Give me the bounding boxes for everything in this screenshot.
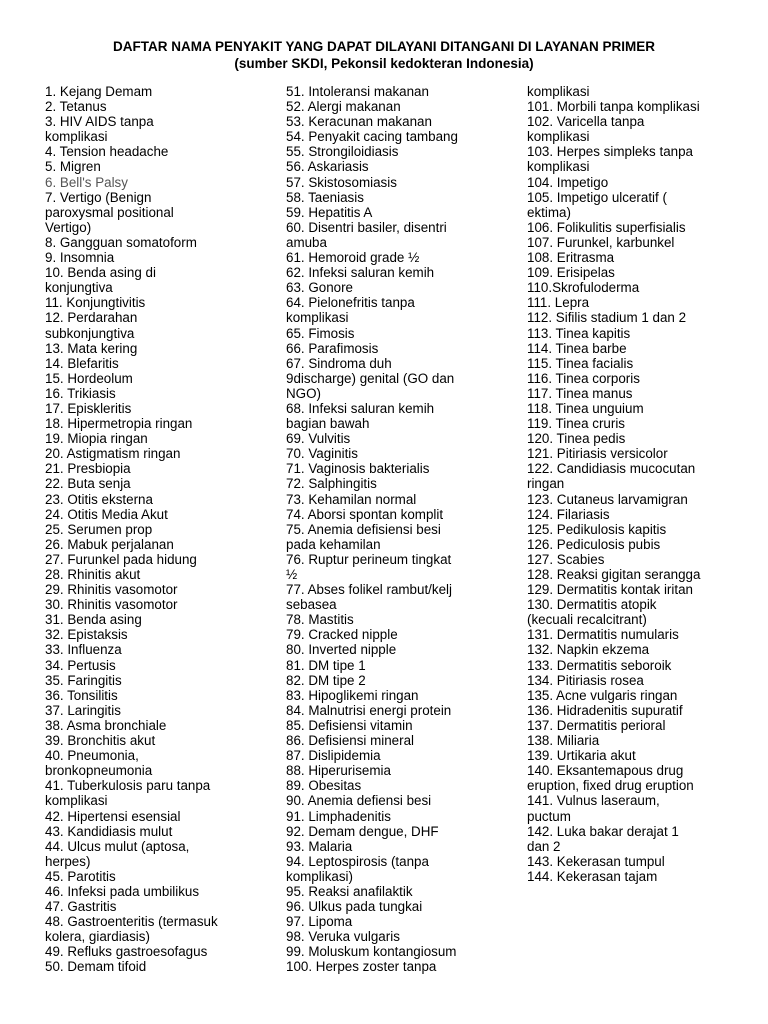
list-line: 106. Folikulitis superfisialis (527, 219, 686, 235)
list-line: 41. Tuberkulosis paru tanpa (45, 778, 211, 794)
list-line: konjungtiva (45, 280, 113, 296)
document-title: DAFTAR NAMA PENYAKIT YANG DAPAT DILAYANI DITANGANI DI LAYANAN PRIMER (112, 39, 656, 54)
list-line: komplikasi (286, 310, 349, 326)
list-line: 65. Fimosis (286, 325, 355, 341)
list-line: 105. Impetigo ulceratif ( (527, 189, 667, 205)
list-line: 5. Migren (45, 159, 101, 175)
document-header (0, 38, 768, 72)
list-line: 128. Reaksi gigitan serangga (527, 567, 701, 582)
list-line: 76. Ruptur perineum tingkat (286, 551, 452, 567)
list-line: 92. Demam dengue, DHF (286, 823, 439, 839)
list-line: 70. Vaginitis (286, 446, 358, 462)
list-line: 118. Tinea unguium (527, 400, 644, 416)
list-line: 110.Skrofuloderma (527, 280, 640, 296)
list-line: 64. Pielonefritis tanpa (286, 295, 415, 311)
list-line: 15. Hordeolum (45, 370, 133, 386)
list-line: 20. Astigmatism ringan (45, 446, 181, 462)
list-line: komplikasi (527, 84, 590, 99)
list-line: 98. Veruka vulgaris (286, 929, 400, 945)
list-line: 45. Parotitis (45, 868, 116, 884)
list-line: paroxysmal positional (45, 204, 174, 220)
list-line: ringan (527, 476, 565, 492)
list-line: 25. Serumen prop (45, 521, 153, 537)
list-line: 12. Perdarahan (45, 310, 138, 326)
list-line: 51. Intoleransi makanan (286, 84, 429, 99)
list-line: 17. Episkleritis (45, 400, 132, 416)
list-line: 72. Salphingitis (286, 476, 377, 492)
list-line: komplikasi) (286, 868, 353, 884)
list-line: 80. Inverted nipple (286, 642, 397, 658)
disease-list-column-2 (286, 84, 458, 975)
list-line: 37. Laringitis (45, 702, 121, 718)
list-line: 52. Alergi makanan (286, 99, 401, 115)
list-line: 63. Gonore (286, 280, 353, 296)
list-line: 58. Taeniasis (286, 189, 364, 205)
list-line: 32. Epistaksis (45, 627, 128, 643)
list-line: 107. Furunkel, karbunkel (527, 234, 675, 250)
list-line: 102. Varicella tanpa (527, 114, 645, 130)
list-line: (kecuali recalcitrant) (527, 612, 647, 628)
disease-list-column-3 (527, 84, 700, 884)
list-line: 103. Herpes simpleks tanpa (527, 144, 693, 160)
list-line: 119. Tinea cruris (527, 416, 625, 432)
list-line: ektima) (527, 204, 571, 220)
list-line: 9discharge) genital (GO dan (286, 370, 455, 386)
list-line: 89. Obesitas (286, 778, 362, 794)
list-line: 132. Napkin ekzema (527, 642, 650, 658)
list-line: 21. Presbiopia (45, 461, 131, 477)
list-line: 109. Erisipelas (527, 265, 615, 281)
list-line: 124. Filariasis (527, 506, 610, 522)
list-line: 138. Miliaria (527, 733, 600, 749)
list-line: 137. Dermatitis perioral (527, 717, 666, 733)
list-line: 10. Benda asing di (45, 265, 156, 281)
list-line: 129. Dermatitis kontak iritan (527, 582, 693, 598)
list-line: bronkopneumonia (45, 763, 153, 779)
list-line: 123. Cutaneus larvamigran (527, 491, 688, 507)
list-line: 34. Pertusis (45, 657, 116, 673)
list-line: 71. Vaginosis bakterialis (286, 461, 430, 477)
list-line: 31. Benda asing (45, 612, 142, 628)
list-line: 144. Kekerasan tajam (527, 868, 658, 884)
list-line: 46. Infeksi pada umbilikus (45, 883, 200, 899)
list-line: 69. Vulvitis (286, 431, 351, 447)
list-line: 84. Malnutrisi energi protein (286, 702, 452, 718)
list-line: 18. Hipermetropia ringan (45, 416, 193, 432)
list-line: NGO) (286, 385, 321, 401)
list-line: 47. Gastritis (45, 899, 117, 915)
list-line: 4. Tension headache (45, 144, 169, 160)
list-line: 30. Rhinitis vasomotor (45, 597, 178, 613)
list-line: 2. Tetanus (45, 99, 107, 115)
list-line: 122. Candidiasis mucocutan (527, 461, 696, 477)
list-line: 117. Tinea manus (527, 385, 633, 401)
list-line: 126. Pediculosis pubis (527, 536, 661, 552)
list-line: 22. Buta senja (45, 476, 131, 492)
list-line: 95. Reaksi anafilaktik (286, 883, 413, 899)
list-line: eruption, fixed drug eruption (527, 778, 694, 794)
list-line: 97. Lipoma (286, 914, 353, 930)
list-line: 56. Askariasis (286, 159, 369, 175)
list-line: ½ (286, 567, 298, 582)
list-line: 93. Malaria (286, 838, 353, 854)
list-line: 24. Otitis Media Akut (45, 506, 168, 522)
list-line: 54. Penyakit cacing tambang (286, 129, 458, 145)
list-line: 78. Mastitis (286, 612, 354, 628)
list-line: puctum (527, 808, 571, 824)
list-line: 94. Leptospirosis (tanpa (286, 853, 429, 869)
list-line: 121. Pitiriasis versicolor (527, 446, 668, 462)
list-line: 116. Tinea corporis (527, 370, 640, 386)
list-line: 82. DM tipe 2 (286, 672, 366, 688)
list-line: 29. Rhinitis vasomotor (45, 582, 178, 598)
list-line: 130. Dermatitis atopik (527, 597, 657, 613)
list-line: 1. Kejang Demam (45, 84, 153, 99)
list-line: 8. Gangguan somatoform (45, 234, 197, 250)
list-line: 86. Defisiensi mineral (286, 733, 415, 749)
list-line: 83. Hipoglikemi ringan (286, 687, 419, 703)
list-line: 48. Gastroenteritis (termasuk (45, 914, 218, 930)
list-line: 67. Sindroma duh (286, 355, 392, 371)
list-line: 90. Anemia defiensi besi (286, 793, 432, 809)
list-line: 44. Ulcus mulut (aptosa, (45, 838, 190, 854)
list-line: pada kehamilan (286, 536, 381, 552)
list-line: 55. Strongiloidiasis (286, 144, 399, 160)
disease-list-column-1 (45, 84, 218, 975)
list-line: 38. Asma bronchiale (45, 717, 167, 733)
list-line: 114. Tinea barbe (527, 340, 627, 356)
list-line: 27. Furunkel pada hidung (45, 551, 197, 567)
list-line: sebasea (286, 597, 337, 613)
list-line: 127. Scabies (527, 551, 605, 567)
list-line: 133. Dermatitis seboroik (527, 657, 672, 673)
list-line: 16. Trikiasis (45, 385, 116, 401)
list-line: komplikasi (527, 129, 590, 145)
list-line: 139. Urtikaria akut (527, 748, 636, 764)
list-line: amuba (286, 234, 327, 250)
list-line: 68. Infeksi saluran kemih (286, 400, 435, 416)
list-line: bagian bawah (286, 416, 370, 432)
list-line: 141. Vulnus laseraum, (527, 793, 660, 809)
list-line: 100. Herpes zoster tanpa (286, 959, 437, 975)
list-line: 85. Defisiensi vitamin (286, 717, 413, 733)
list-line: 134. Pitiriasis rosea (527, 672, 644, 688)
list-line: 140. Eksantemapous drug (527, 763, 684, 779)
list-line: komplikasi (527, 159, 590, 175)
list-line: 6. Bell's Palsy (45, 174, 128, 190)
list-line: 101. Morbili tanpa komplikasi (527, 99, 700, 115)
list-line: 77. Abses folikel rambut/kelj (286, 582, 452, 598)
list-line: 28. Rhinitis akut (45, 567, 141, 582)
list-line: 61. Hemoroid grade ½ (286, 250, 420, 266)
list-line: 33. Influenza (45, 642, 122, 658)
list-line: 99. Moluskum kontangiosum (286, 944, 457, 960)
list-line: 19. Miopia ringan (45, 431, 148, 447)
list-line: 53. Keracunan makanan (286, 114, 432, 130)
list-line: subkonjungtiva (45, 325, 135, 341)
list-line: 49. Refluks gastroesofagus (45, 944, 208, 960)
list-line: 87. Dislipidemia (286, 748, 381, 764)
list-line: 113. Tinea kapitis (527, 325, 631, 341)
list-line: 143. Kekerasan tumpul (527, 853, 665, 869)
list-line: 74. Aborsi spontan komplit (286, 506, 444, 522)
list-line: komplikasi (45, 793, 108, 809)
list-line: 23. Otitis eksterna (45, 491, 153, 507)
list-line: 11. Konjungtivitis (45, 295, 146, 311)
list-line: 88. Hiperurisemia (286, 763, 391, 779)
list-line: 14. Blefaritis (45, 355, 119, 371)
list-line: 111. Lepra (527, 295, 590, 311)
list-line: 108. Eritrasma (527, 250, 615, 266)
list-line: 136. Hidradenitis supuratif (527, 702, 683, 718)
list-line: 7. Vertigo (Benign (45, 189, 152, 205)
list-line: 40. Pneumonia, (45, 748, 139, 764)
list-line: 9. Insomnia (45, 250, 115, 266)
list-line: 50. Demam tifoid (45, 959, 147, 975)
list-line: 42. Hipertensi esensial (45, 808, 181, 824)
list-line: 120. Tinea pedis (527, 431, 626, 447)
list-line: herpes) (45, 853, 91, 869)
list-line: Vertigo) (45, 219, 92, 235)
list-line: 3. HIV AIDS tanpa (45, 114, 154, 130)
list-line: 43. Kandidiasis mulut (45, 823, 173, 839)
list-line: 96. Ulkus pada tungkai (286, 899, 423, 915)
list-line: 115. Tinea facialis (527, 355, 634, 371)
list-line: 59. Hepatitis A (286, 204, 373, 220)
list-line: 112. Sifilis stadium 1 dan 2 (527, 310, 687, 326)
list-line: 66. Parafimosis (286, 340, 379, 356)
list-line: 57. Skistosomiasis (286, 174, 397, 190)
list-line: komplikasi (45, 129, 108, 145)
list-line: 135. Acne vulgaris ringan (527, 687, 678, 703)
list-line: 125. Pedikulosis kapitis (527, 521, 667, 537)
list-line: 142. Luka bakar derajat 1 (527, 823, 679, 839)
list-line: 13. Mata kering (45, 340, 138, 356)
list-line: kolera, giardiasis) (45, 929, 150, 945)
list-line: 91. Limphadenitis (286, 808, 391, 824)
list-line: 131. Dermatitis numularis (527, 627, 679, 643)
document-subtitle: (sumber SKDI, Pekonsil kedokteran Indonesia) (234, 56, 534, 71)
list-line: 35. Faringitis (45, 672, 122, 688)
list-line: 79. Cracked nipple (286, 627, 398, 643)
list-line: 75. Anemia defisiensi besi (286, 521, 441, 537)
list-line: 39. Bronchitis akut (45, 733, 156, 749)
list-line: 36. Tonsilitis (45, 687, 118, 703)
list-line: 62. Infeksi saluran kemih (286, 265, 435, 281)
list-line: 26. Mabuk perjalanan (45, 536, 174, 552)
list-line: 60. Disentri basiler, disentri (286, 219, 447, 235)
list-line: 73. Kehamilan normal (286, 491, 417, 507)
list-line: 81. DM tipe 1 (286, 657, 366, 673)
list-line: 104. Impetigo (527, 174, 609, 190)
list-line: dan 2 (527, 838, 561, 854)
